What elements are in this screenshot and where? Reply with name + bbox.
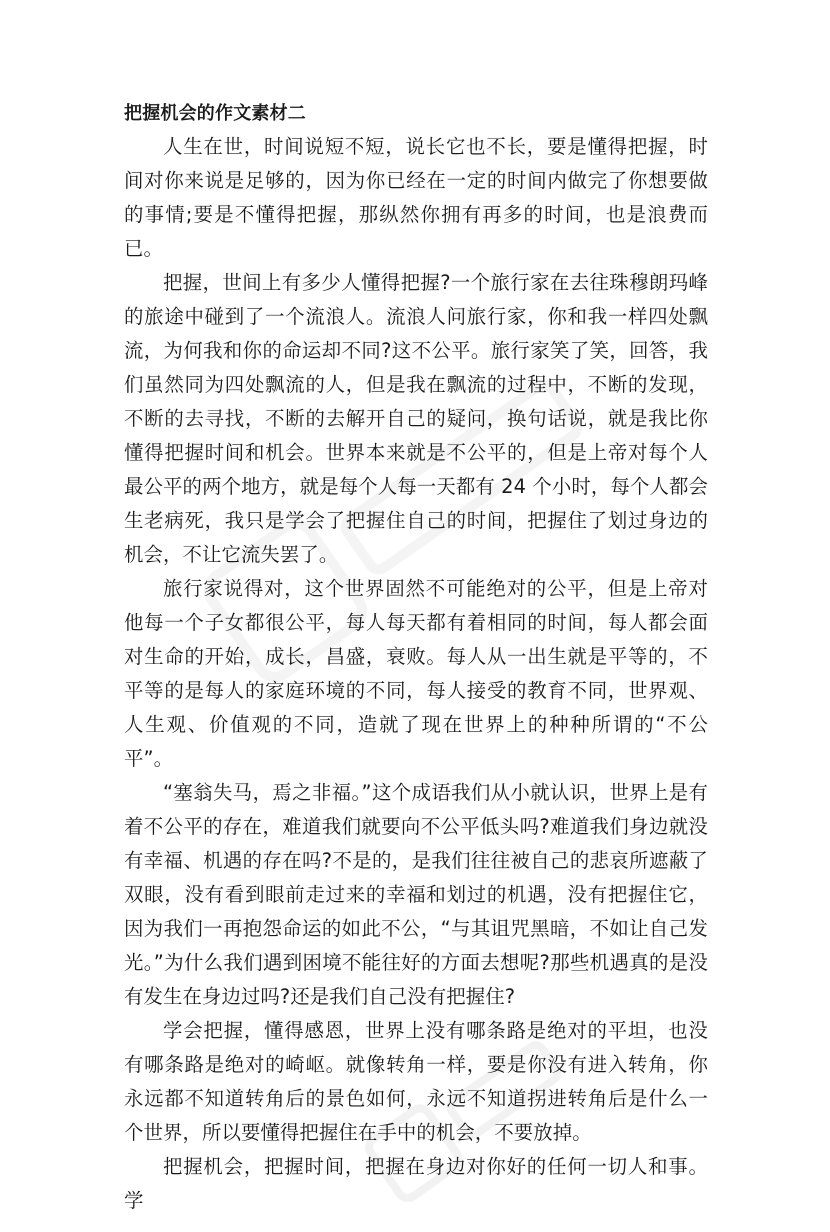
article-title: 把握机会的作文素材二 [124,103,306,124]
paragraph-4: “塞翁失马，焉之非福。”这个成语我们从小就认识，世界上是有着不公平的存在，难道我们就要向不公平低头吗?难道我们身边就没有幸福、机遇的存在吗?不是的，是我们往往被自己的悲哀所遮蔽了双眼，没有看到眼前走过来的幸福和划过的机遇，没有把握住它，因为我们一再抱怨命运的如此不公，“与其诅咒黑暗，不如让自己发光。”为什么我们遇到困境不能往好的方面去想呢?那些机遇真的是没有发生在身边过吗?还是我们自己没有把握住? [124,781,708,1008]
article-body [124,100,708,1218]
paragraph-5: 学会把握，懂得感恩，世界上没有哪条路是绝对的平坦，也没有哪条路是绝对的崎岖。就像转角一样，要是你没有进入转角，你永远都不知道转角后的景色如何，永远不知道拐进转角后是什么一个世界，所以要懂得把握住在手中的机会，不要放掉。 [124,1019,708,1144]
paragraph-3: 旅行家说得对，这个世界固然不可能绝对的公平，但是上帝对他每一个子女都很公平，每人每天都有着相同的时间，每人都会面对生命的开始，成长，昌盛，衰败。每人从一出生就是平等的，不平等的是每人的家庭环境的不同，每人接受的教育不同，世界观、人生观、价值观的不同，造就了现在世界上的种种所谓的“不公平”。 [124,577,708,770]
paragraph-6: 把握机会，把握时间，把握在身边对你好的任何一切人和事。学 [124,1155,708,1212]
paragraph-1: 人生在世，时间说短不短，说长它也不长，要是懂得把握，时间对你来说是足够的，因为你已经在一定的时间内做完了你想要做的事情;要是不懂得把握，那纵然你拥有再多的时间，也是浪费而已。 [124,135,708,260]
paragraph-2: 把握，世间上有多少人懂得把握?一个旅行家在去往珠穆朗玛峰的旅途中碰到了一个流浪人。流浪人问旅行家，你和我一样四处飘流，为何我和你的命运却不同?这不公平。旅行家笑了笑，回答，我们虽然同为四处飘流的人，但是我在飘流的过程中，不断的发现，不断的去寻找，不断的去解开自己的疑问，换句话说，就是我比你懂得把握时间和机会。世界本来就是不公平的，但是上帝对每个人最公平的两个地方，就是每个人每一天都有 24 个小时，每个人都会生老病死，我只是学会了把握住自己的时间，把握住了划过身边的机会，不让它流失罢了。 [124,271,708,566]
